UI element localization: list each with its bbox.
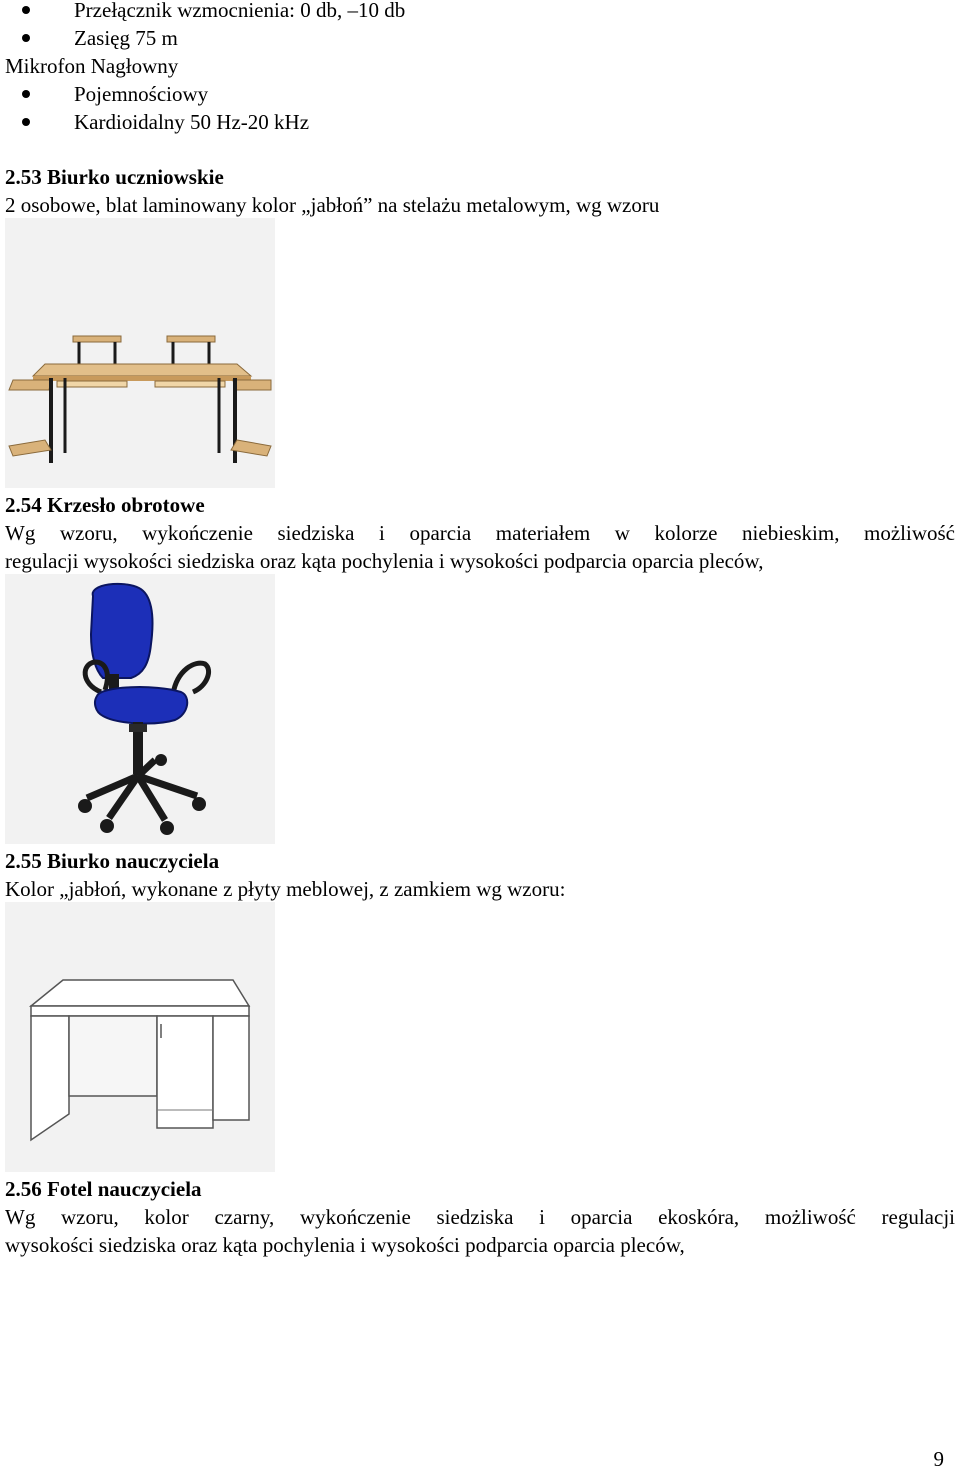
section-desc-2-53: 2 osobowe, blat laminowany kolor „jabłoń” na stelażu metalowym, wg wzoru (5, 193, 660, 217)
bullet-dot (22, 118, 30, 126)
bullet-dot (22, 34, 30, 42)
section-title-2-55: 2.55 Biurko nauczyciela (5, 849, 220, 873)
list-item: Przełącznik wzmocnienia: 0 db, –10 db (74, 0, 406, 22)
section-desc-2-56-line1: Wg wzoru, kolor czarny, wykończenie siedziska i oparcia ekoskóra, możliwość regulacji (5, 1205, 955, 1229)
section-title-2-56: 2.56 Fotel nauczyciela (5, 1177, 202, 1201)
section-desc-2-54-line2: regulacji wysokości siedziska oraz kąta pochylenia i wysokości podparcia oparcia pleców, (5, 549, 764, 573)
list-item: Kardioidalny 50 Hz-20 kHz (74, 110, 310, 134)
list-item: Pojemnościowy (74, 82, 209, 106)
page-number: 9 (933, 1447, 944, 1471)
student-desk-image (5, 218, 275, 488)
section-desc-2-55: Kolor „jabłoń, wykonane z płyty meblowej, z zamkiem wg wzoru: (5, 877, 566, 901)
list-item: Zasięg 75 m (74, 26, 178, 50)
section-title-2-54: 2.54 Krzesło obrotowe (5, 493, 205, 517)
section-title-2-53: 2.53 Biurko uczniowskie (5, 165, 224, 189)
mic-heading: Mikrofon Nagłowny (5, 54, 179, 78)
section-desc-2-54-line1: Wg wzoru, wykończenie siedziska i oparcia materiałem w kolorze niebieskim, możliwość (5, 521, 955, 545)
bullet-dot (22, 90, 30, 98)
section-desc-2-56-line2: wysokości siedziska oraz kąta pochylenia i wysokości podparcia oparcia pleców, (5, 1233, 685, 1257)
swivel-chair-image (5, 574, 275, 844)
bullet-dot (22, 6, 30, 14)
teacher-desk-image (5, 902, 275, 1172)
